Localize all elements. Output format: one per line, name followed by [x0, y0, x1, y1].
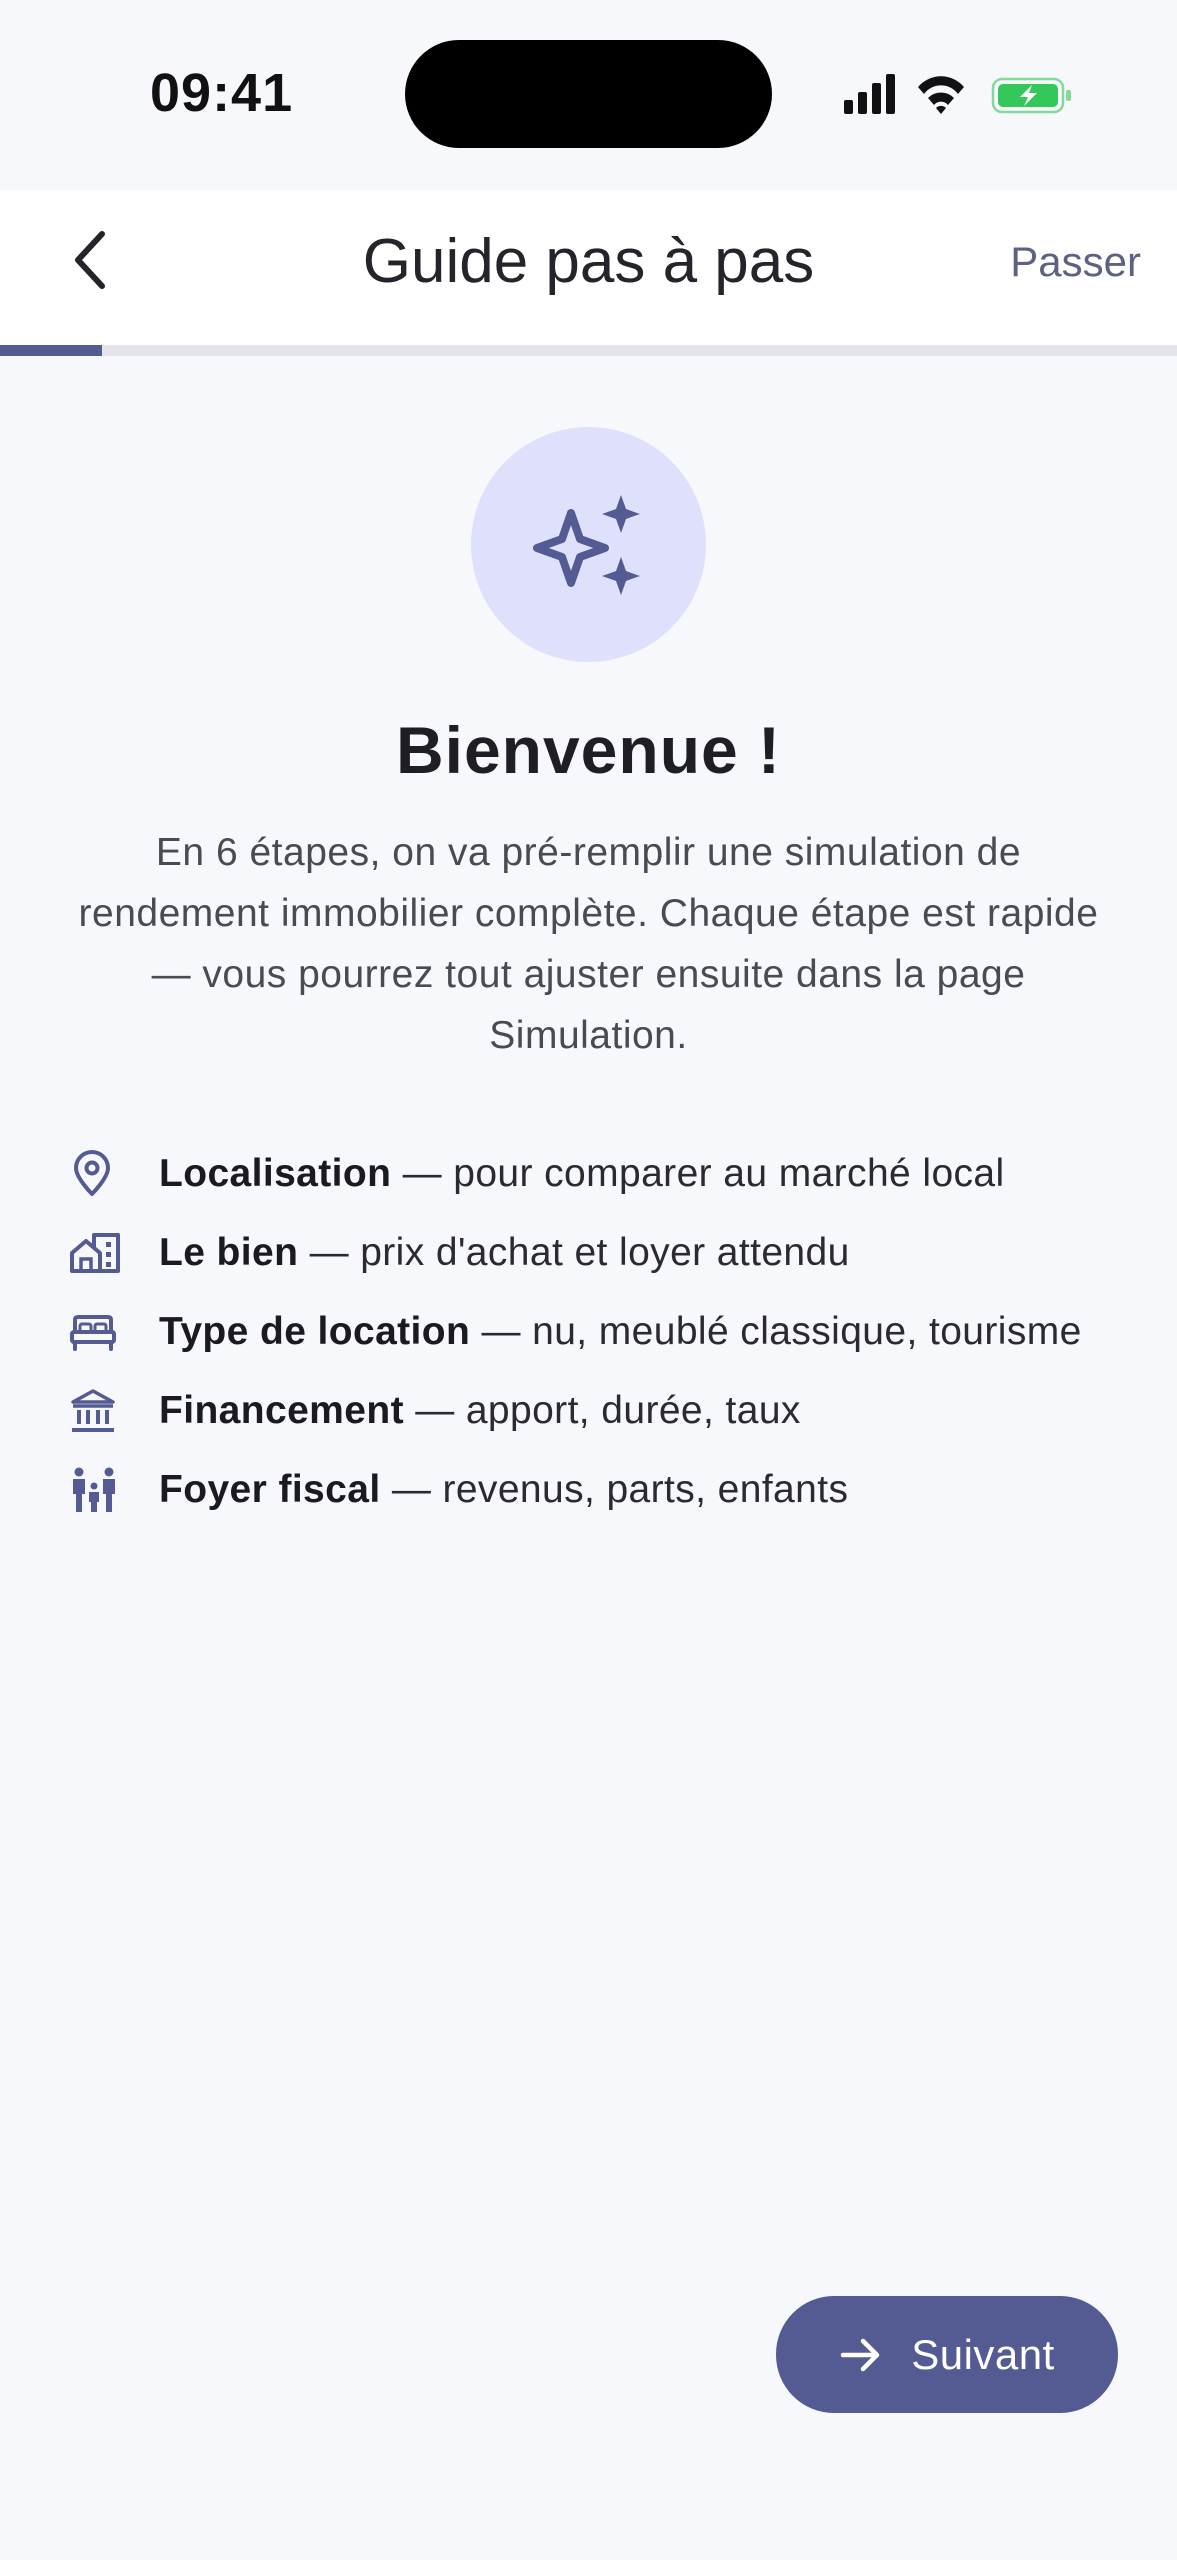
bed-icon	[70, 1304, 122, 1360]
step-item-le-bien	[70, 1225, 1110, 1281]
step-name: Financement	[159, 1389, 404, 1432]
battery-charging-icon	[993, 79, 1071, 112]
progress-bar-fill	[0, 345, 102, 356]
step-description: — revenus, parts, enfants	[380, 1468, 849, 1511]
arrow-right-icon	[839, 2333, 883, 2377]
top-app-bar	[0, 190, 1177, 345]
back-button[interactable]	[50, 220, 130, 300]
hero-icon-circle	[471, 427, 706, 662]
bank-icon	[70, 1383, 122, 1439]
step-item-type-de-location	[70, 1304, 1110, 1360]
step-description: — apport, durée, taux	[403, 1389, 801, 1432]
step-description: — nu, meublé classique, tourisme	[470, 1310, 1082, 1353]
steps-list	[70, 1146, 1110, 1541]
step-name: Type de location	[159, 1310, 471, 1353]
welcome-title: Bienvenue !	[395, 713, 782, 787]
wifi-icon	[918, 76, 964, 114]
step-item-foyer-fiscal	[70, 1462, 1110, 1518]
step-item-financement	[70, 1383, 1110, 1439]
family-icon	[70, 1462, 122, 1518]
intro-text: En 6 étapes, on va pré-remplir une simulation de rendement immobilier complète. Chaque étape est rapide — vous pourrez tout ajuster ensuite dans la page Simulation.	[78, 831, 1099, 1057]
step-name: Localisation	[159, 1152, 392, 1195]
status-bar	[0, 0, 1177, 190]
status-time: 09:41	[150, 63, 294, 123]
next-button-label: Suivant	[911, 2330, 1055, 2378]
step-item-localisation	[70, 1146, 1110, 1202]
progress-bar	[0, 345, 1177, 356]
sparkles-icon	[529, 485, 649, 605]
step-name: Foyer fiscal	[159, 1468, 381, 1511]
step-description: — pour comparer au marché local	[391, 1152, 1005, 1195]
skip-button[interactable]: Passer	[1010, 238, 1141, 285]
step-description: — prix d'achat et loyer attendu	[298, 1231, 850, 1274]
page-title: Guide pas à pas	[362, 227, 815, 296]
building-house-icon	[70, 1225, 122, 1281]
step-name: Le bien	[159, 1231, 299, 1274]
location-pin-icon	[70, 1146, 122, 1202]
dynamic-island	[405, 40, 772, 148]
chevron-left-icon	[68, 228, 112, 292]
signal-icon	[844, 74, 895, 114]
next-button[interactable]	[776, 2296, 1118, 2413]
status-icons	[840, 70, 1080, 120]
